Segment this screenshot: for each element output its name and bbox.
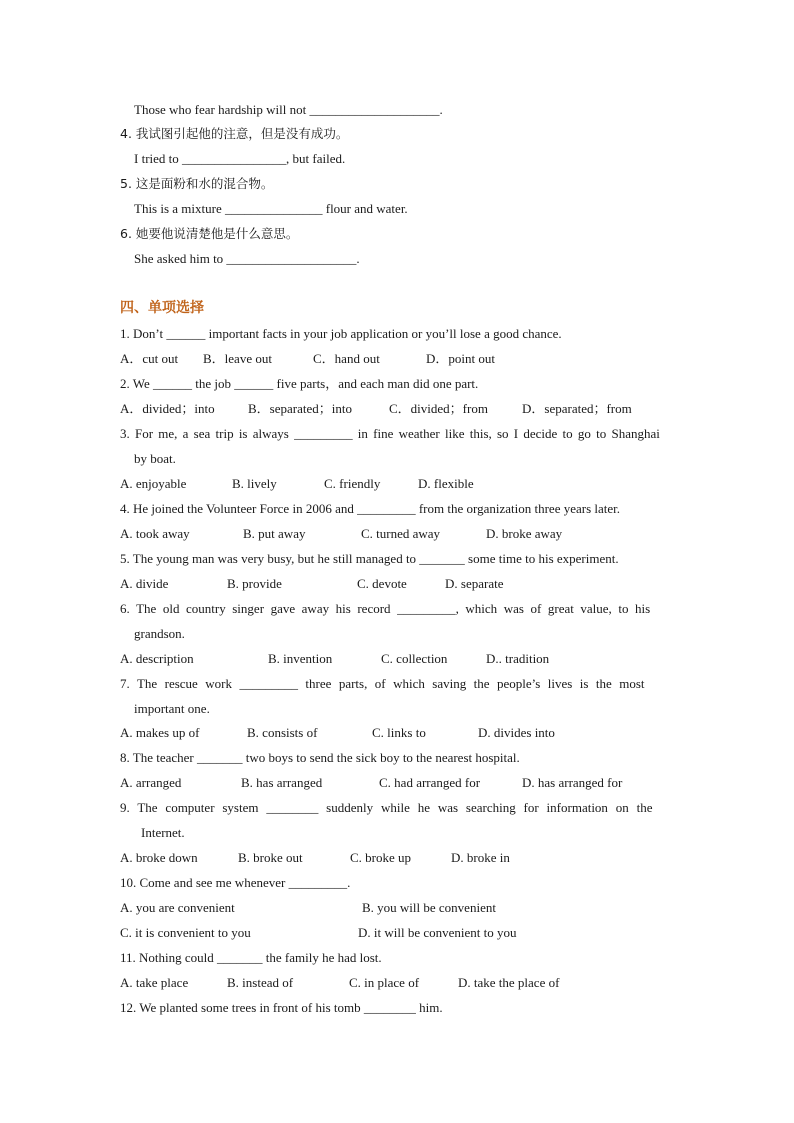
- option-c: C. collection: [381, 651, 448, 666]
- option-a: A. makes up of: [120, 725, 200, 740]
- option-d: D. take the place of: [458, 975, 560, 990]
- q4-chinese-line: 4. 我试图引起他的注意，但是没有成功。: [120, 126, 349, 141]
- option-b: B. you will be convenient: [362, 900, 496, 915]
- question-stem: 7. The rescue work _________ three parts, of which saving the people’s lives is the most: [120, 676, 645, 691]
- option-d: D. broke in: [451, 850, 510, 865]
- option-d: D. broke away: [486, 526, 563, 541]
- question-stem-continued: important one.: [134, 701, 210, 716]
- option-d: D．point out: [426, 351, 495, 366]
- stem-word: I: [513, 426, 519, 441]
- option-c: C．hand out: [313, 351, 380, 366]
- question-stem: 5. The young man was very busy, but he still managed to _______ some time to his experiment.: [120, 551, 619, 566]
- stem-word: to: [596, 426, 607, 441]
- option-a: A. you are convenient: [120, 900, 235, 915]
- q6-english-line: She asked him to ____________________.: [134, 251, 360, 266]
- option-d: D. divides into: [478, 725, 555, 740]
- option-d: D. it will be convenient to you: [358, 925, 517, 940]
- option-b: B. instead of: [227, 975, 294, 990]
- stem-word: Shanghai: [611, 426, 660, 441]
- stem-word: this,: [469, 426, 492, 441]
- q3-english-line: Those who fear hardship will not ____________________.: [134, 102, 443, 117]
- stem-word: decide: [523, 426, 558, 441]
- q5-chinese-line: 5. 这是面粉和水的混合物。: [120, 176, 274, 191]
- question-stem: 4. He joined the Volunteer Force in 2006 and _________ from the organization three years later.: [120, 501, 621, 516]
- option-c: C. broke up: [350, 850, 412, 865]
- stem-word: weather: [398, 426, 440, 441]
- q6-chinese-line: 6. 她要他说清楚他是什么意思。: [120, 226, 299, 241]
- option-b: B. put away: [243, 526, 306, 541]
- option-b: B. has arranged: [241, 775, 323, 790]
- option-b: B. provide: [227, 576, 282, 591]
- option-c: C. links to: [372, 725, 426, 740]
- option-a: A. enjoyable: [120, 476, 187, 491]
- stem-word: to: [562, 426, 573, 441]
- option-b: B．leave out: [203, 351, 272, 366]
- question-stem: [120, 426, 660, 442]
- stem-word: 3.: [120, 426, 130, 441]
- option-b: B. consists of: [247, 725, 318, 740]
- option-a: A. take place: [120, 975, 189, 990]
- stem-word: is: [238, 426, 248, 441]
- q5-english-line: This is a mixture _______________ flour and water.: [134, 201, 408, 216]
- q4-english-line: I tried to ________________, but failed.: [134, 151, 346, 166]
- option-d: D. separate: [445, 576, 504, 591]
- stem-word: me,: [158, 426, 178, 441]
- option-d: D. has arranged for: [522, 775, 623, 790]
- question-stem: 8. The teacher _______ two boys to send the sick boy to the nearest hospital.: [120, 750, 520, 765]
- option-c: C. it is convenient to you: [120, 925, 251, 940]
- question-stem: 6. The old country singer gave away his record _________, which was of great value, to his: [120, 601, 651, 616]
- section-heading: 四、单项选择: [120, 300, 204, 316]
- option-b: B. invention: [268, 651, 333, 666]
- option-d: D．separated；from: [522, 401, 632, 416]
- option-c: C. devote: [357, 576, 407, 591]
- option-a: A. divide: [120, 576, 169, 591]
- stem-word: _________: [294, 426, 353, 441]
- stem-word: For: [134, 426, 154, 441]
- stem-word: always: [252, 426, 289, 441]
- stem-word: a: [182, 426, 189, 441]
- question-stem: 11. Nothing could _______ the family he had lost.: [120, 950, 382, 965]
- option-c: C. turned away: [361, 526, 441, 541]
- question-stem: 1. Don’t ______ important facts in your job application or you’ll lose a good chance.: [120, 326, 562, 341]
- stem-word: sea: [193, 426, 211, 441]
- option-a: A. took away: [120, 526, 190, 541]
- option-c: C. in place of: [349, 975, 420, 990]
- option-c: C. friendly: [324, 476, 381, 491]
- stem-word: fine: [373, 426, 394, 441]
- option-b: B. lively: [232, 476, 277, 491]
- option-b: B．separated；into: [248, 401, 352, 416]
- stem-word: go: [577, 426, 591, 441]
- option-a: A．divided；into: [120, 401, 215, 416]
- option-b: B. broke out: [238, 850, 303, 865]
- option-d: D. flexible: [418, 476, 474, 491]
- stem-word: like: [444, 426, 465, 441]
- question-stem: 2. We ______ the job ______ five parts，and each man did one part.: [120, 376, 479, 391]
- question-stem-continued: by boat.: [134, 451, 176, 466]
- option-a: A. broke down: [120, 850, 198, 865]
- question-stem-continued: grandson.: [134, 626, 185, 641]
- option-a: A. description: [120, 651, 194, 666]
- question-stem: 9. The computer system ________ suddenly while he was searching for information on the: [120, 800, 653, 815]
- option-c: C．divided；from: [389, 401, 488, 416]
- stem-word: in: [357, 426, 368, 441]
- stem-word: so: [497, 426, 509, 441]
- question-stem-continued: Internet.: [141, 825, 185, 840]
- option-d: D.. tradition: [486, 651, 550, 666]
- option-a: A．cut out: [120, 351, 179, 366]
- option-a: A. arranged: [120, 775, 182, 790]
- stem-word: trip: [215, 426, 234, 441]
- question-stem: 10. Come and see me whenever _________.: [120, 875, 351, 890]
- question-stem: 12. We planted some trees in front of his tomb ________ him.: [120, 1000, 443, 1015]
- option-c: C. had arranged for: [379, 775, 481, 790]
